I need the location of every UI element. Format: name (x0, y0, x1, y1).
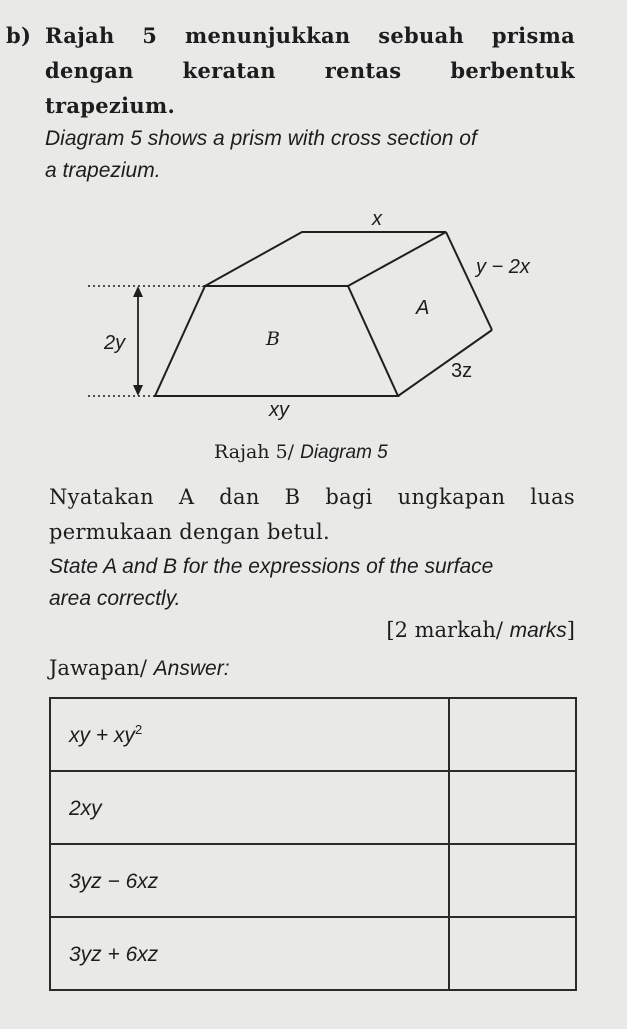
expression-text: 3yz + 6xz (69, 942, 159, 966)
answer-cell[interactable] (449, 917, 576, 990)
table-row (50, 844, 576, 917)
instruction-ms-line-1: Nyatakan A dan B bagi ungkapan luas (49, 485, 575, 509)
table-row (50, 917, 576, 990)
table-row (50, 698, 576, 771)
answer-en: Answer: (153, 657, 230, 680)
answer-cell[interactable] (449, 771, 576, 844)
marks-close: ] (566, 618, 575, 642)
question-en-line-2: a trapezium. (45, 159, 161, 182)
diagram-caption-en: Diagram 5 (300, 442, 388, 463)
diagram-caption-ms: Rajah 5/ (214, 441, 301, 463)
expression-cell (50, 771, 449, 844)
expression-cell (50, 698, 449, 771)
answer-cell[interactable] (449, 698, 576, 771)
label-height: 2y (104, 332, 126, 354)
question-ms-line-3: trapezium. (45, 93, 176, 118)
right-face-edge-bottom (398, 330, 492, 396)
label-right-slant: y − 2x (476, 256, 530, 278)
expression-text: 2xy (69, 796, 102, 820)
expression-cell (50, 917, 449, 990)
label-top-x: x (372, 208, 382, 230)
label-bottom: xy (269, 399, 289, 421)
answer-cell[interactable] (449, 844, 576, 917)
answer-ms: Jawapan/ (49, 656, 154, 680)
right-face-edge-top (446, 232, 492, 330)
marks-ms: [2 markah/ (386, 618, 510, 642)
answer-table (49, 697, 577, 991)
answer-label (49, 651, 230, 686)
table-row (50, 771, 576, 844)
height-arrow-head-bottom (133, 385, 143, 396)
instruction-en-line-2: area correctly. (49, 587, 181, 610)
expression-cell (50, 844, 449, 917)
label-face-b: B (266, 328, 280, 350)
instruction-ms-line-2: permukaan dengan betul. (49, 520, 330, 544)
marks-label (386, 613, 575, 648)
label-depth: 3z (451, 360, 473, 382)
question-number: b) (6, 23, 32, 48)
diagram-caption (214, 441, 388, 464)
label-face-a: A (416, 297, 430, 319)
expression-text: xy + xy (69, 723, 135, 747)
expression-text: 3yz − 6xz (69, 869, 159, 893)
question-en-line-1: Diagram 5 shows a prism with cross section of (45, 127, 477, 150)
question-ms-line-1: Rajah 5 menunjukkan sebuah prisma (45, 23, 575, 48)
height-arrow-head-top (133, 286, 143, 297)
instruction-en-line-1: State A and B for the expressions of the surface (49, 555, 494, 578)
question-ms-line-2: dengan keratan rentas berbentuk (45, 58, 575, 83)
top-face (205, 232, 446, 286)
marks-en: marks (509, 619, 567, 642)
expression-superscript: 2 (134, 721, 143, 737)
